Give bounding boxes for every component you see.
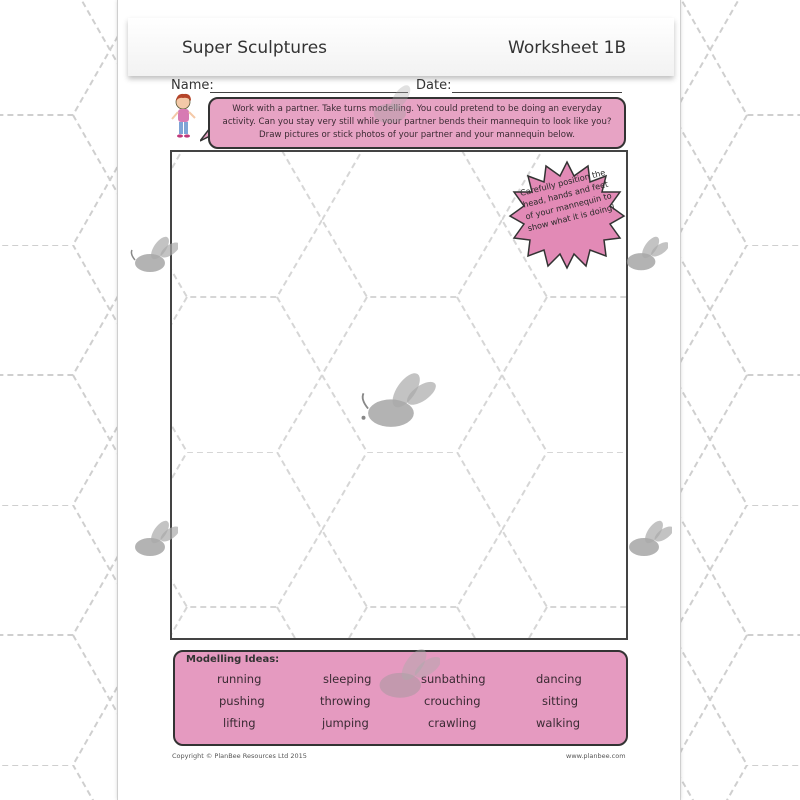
idea-item: jumping	[322, 716, 369, 730]
bee-watermark-icon	[620, 520, 672, 562]
date-line[interactable]	[452, 92, 622, 93]
idea-item: dancing	[536, 672, 582, 686]
worksheet-title: Super Sculptures	[182, 38, 328, 58]
child-figure-icon	[168, 92, 200, 142]
bee-watermark-icon	[352, 372, 436, 436]
bee-watermark-icon	[126, 236, 178, 278]
idea-item: sleeping	[323, 672, 372, 686]
starburst-text: Carefully position the head, hands and feet of your mannequin to show what it is doing!	[518, 167, 617, 234]
bee-watermark-icon	[364, 84, 420, 130]
idea-item: throwing	[320, 694, 371, 708]
idea-item: running	[217, 672, 262, 686]
idea-item: sitting	[542, 694, 578, 708]
name-label: Name:	[171, 78, 214, 93]
website-footer: www.planbee.com	[566, 752, 626, 760]
copyright-footer: Copyright © PlanBee Resources Ltd 2015	[172, 752, 307, 760]
idea-item: sunbathing	[421, 672, 486, 686]
instructions-text: Work with a partner. Take turns modelling. You could pretend to be doing an everyday activity. Can you stay very still while your partner bends their mannequin to look like you? Draw pictures or stick photos of your partner and your mannequin below.	[222, 104, 612, 140]
bee-watermark-icon	[618, 236, 668, 276]
date-label: Date:	[416, 78, 452, 93]
idea-item: lifting	[223, 716, 256, 730]
idea-item: crawling	[428, 716, 477, 730]
modelling-ideas-title: Modelling Ideas:	[186, 654, 280, 665]
idea-item: crouching	[424, 694, 481, 708]
bee-watermark-icon	[126, 520, 178, 562]
idea-item: pushing	[219, 694, 265, 708]
idea-item: walking	[536, 716, 581, 730]
worksheet-number: Worksheet 1B	[508, 38, 627, 58]
bee-watermark-icon	[366, 648, 440, 706]
